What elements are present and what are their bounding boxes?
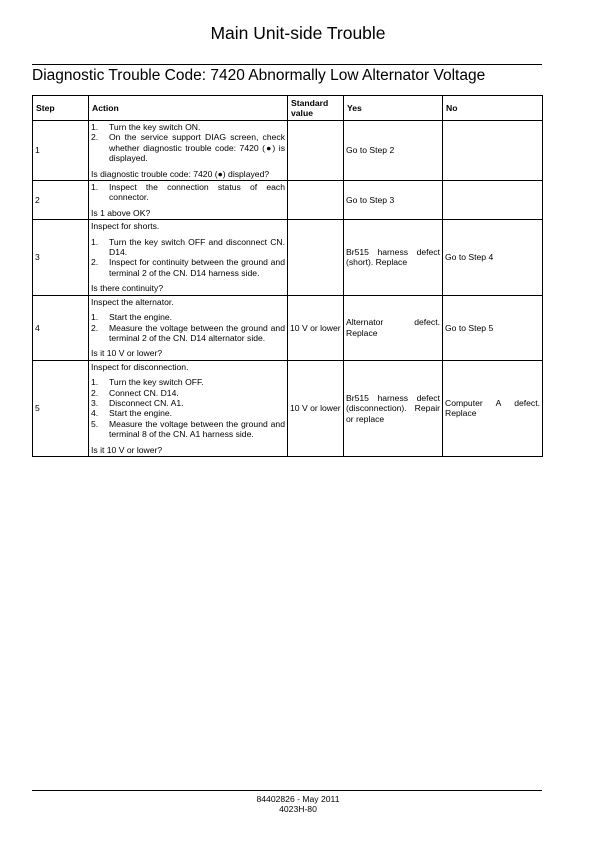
- table-row: [33, 181, 543, 220]
- section-title: Diagnostic Trouble Code: 7420 Abnormally Low Alternator Voltage: [32, 67, 486, 84]
- standard-value-cell: [288, 220, 344, 295]
- yes-cell: Br515 harness defect (short). Replace: [344, 220, 443, 295]
- yes-cell: Alternator defect. Replace: [344, 295, 443, 360]
- action-item: 1. Start the engine.: [91, 312, 173, 323]
- action-cell: [89, 181, 288, 220]
- action-item: 2. Measure the voltage between the ground and terminal 2 of the CN. D14 alternator side.: [91, 322, 285, 343]
- header-step: Step: [33, 96, 89, 121]
- standard-value-cell: [288, 121, 344, 181]
- header-no: No: [443, 96, 543, 121]
- no-cell: Computer A defect. Replace: [443, 360, 543, 456]
- yes-cell: Go to Step 3: [344, 181, 443, 220]
- standard-value-cell: 10 V or lower: [288, 360, 344, 456]
- action-cell: [89, 121, 288, 181]
- action-item: 2. Inspect for continuity between the ground and terminal 2 of the CN. D14 harness side.: [91, 257, 285, 278]
- action-item: 3. Disconnect CN. A1.: [91, 397, 184, 408]
- header-standard-value: Standard value: [288, 96, 344, 121]
- action-cell: [89, 360, 288, 456]
- action-item: 1. Inspect the connection status of each connector.: [91, 182, 285, 203]
- action-item: 5. Measure the voltage between the ground and terminal 8 of the CN. A1 harness side.: [91, 418, 285, 440]
- action-item: 1. Turn the key switch ON.: [91, 122, 201, 132]
- action-item: 1. Turn the key switch OFF.: [91, 377, 204, 388]
- action-cell: [89, 295, 288, 360]
- table-row: [33, 220, 543, 295]
- yes-cell: Br515 harness defect (disconnection). Repair or replace: [344, 360, 443, 456]
- table-row: [33, 295, 543, 360]
- check-question: Is there continuity?: [91, 283, 164, 294]
- page-title: Main Unit-side Trouble: [210, 23, 386, 43]
- no-cell: Go to Step 5: [443, 295, 543, 360]
- step-number: 4: [33, 295, 89, 360]
- action-cell: [89, 220, 288, 295]
- no-cell: [443, 181, 543, 220]
- action-item: 4. Start the engine.: [91, 408, 173, 419]
- check-question: Is it 10 V or lower?: [91, 444, 163, 455]
- diagnostic-table: [32, 95, 543, 457]
- table-row: [33, 121, 543, 181]
- table-row: [33, 360, 543, 456]
- title-rule: [32, 64, 542, 65]
- yes-cell: Go to Step 2: [344, 121, 443, 181]
- header-yes: Yes: [344, 96, 443, 121]
- table-header-row: [33, 96, 543, 121]
- action-item: 2. On the service support DIAG screen, check whether diagnostic trouble code: 7420 (●) is displayed.: [91, 132, 285, 164]
- step-number: 5: [33, 360, 89, 456]
- no-cell: Go to Step 4: [443, 220, 543, 295]
- action-intro: Inspect for shorts.: [91, 221, 160, 232]
- check-question: Is diagnostic trouble code: 7420 (●) displayed?: [91, 168, 270, 179]
- step-number: 3: [33, 220, 89, 295]
- no-cell: [443, 121, 543, 181]
- standard-value-cell: [288, 181, 344, 220]
- check-question: Is 1 above OK?: [91, 207, 151, 218]
- footer-doc-number: 84402826 - May 2011: [256, 794, 340, 804]
- action-item: 1. Turn the key switch OFF and disconnect CN. D14.: [91, 236, 285, 258]
- action-intro: Inspect for disconnection.: [91, 361, 189, 372]
- step-number: 1: [33, 121, 89, 181]
- step-number: 2: [33, 181, 89, 220]
- check-question: Is it 10 V or lower?: [91, 348, 163, 359]
- header-action: Action: [89, 96, 288, 121]
- footer-rule: [32, 790, 542, 791]
- action-intro: Inspect the alternator.: [91, 296, 174, 307]
- action-item: 2. Connect CN. D14.: [91, 387, 179, 398]
- footer-page-ref: 4023H-80: [279, 804, 317, 814]
- standard-value-cell: 10 V or lower: [288, 295, 344, 360]
